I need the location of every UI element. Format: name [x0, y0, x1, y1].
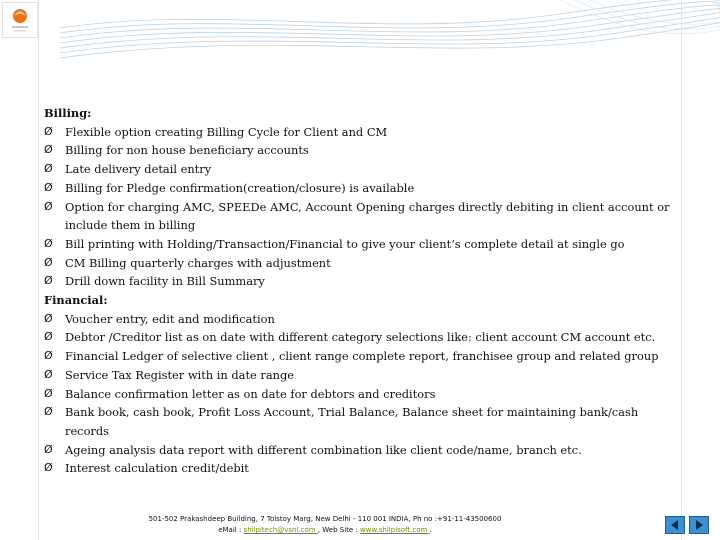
- list-item: [44, 366, 684, 385]
- bullet-icon: Ø: [44, 255, 53, 269]
- list-item: [44, 328, 684, 347]
- bullet-icon: Ø: [44, 461, 53, 475]
- bullet-icon: Ø: [44, 143, 53, 157]
- company-logo: [2, 2, 38, 38]
- financial-heading: Financial:: [44, 293, 108, 308]
- email-label: eMail :: [218, 526, 244, 534]
- footer-contact: [100, 525, 550, 536]
- bullet-icon: Ø: [44, 124, 53, 138]
- list-item-text: Voucher entry, edit and modification: [65, 311, 275, 326]
- next-slide-button[interactable]: [689, 516, 709, 534]
- bullet-icon: Ø: [44, 180, 53, 194]
- list-item: [44, 141, 684, 160]
- list-item-text: Interest calculation credit/debit: [65, 461, 249, 476]
- list-item-text: CM Billing quarterly charges with adjustment: [65, 255, 331, 270]
- list-item: [44, 123, 684, 142]
- bullet-icon: Ø: [44, 311, 53, 325]
- list-item: [44, 459, 684, 478]
- list-item-text: Billing for non house beneficiary accounts: [65, 143, 309, 158]
- bullet-icon: Ø: [44, 367, 53, 381]
- list-item: [44, 385, 684, 404]
- bullet-icon: Ø: [44, 199, 53, 213]
- list-item-text: Flexible option creating Billing Cycle for Client and CM: [65, 124, 388, 139]
- bullet-icon: Ø: [44, 349, 53, 363]
- list-item: [44, 254, 684, 273]
- list-item-text: Billing for Pledge confirmation(creation/closure) is available: [65, 180, 415, 195]
- list-item-text: Financial Ledger of selective client , client range complete report, franchisee group and related group: [65, 349, 659, 364]
- list-item: [44, 347, 684, 366]
- list-item-text: Bank book, cash book, Profit Loss Account, Trial Balance, Balance sheet for maintaining bank/cash records: [65, 405, 639, 438]
- bullet-icon: Ø: [44, 330, 53, 344]
- list-item: [44, 310, 684, 329]
- financial-list: [44, 310, 684, 478]
- footer-address: 501-502 Prakashdeep Building, 7 Tolstoy Marg, New Delhi - 110 001 INDIA, Ph no :+91-11-43500600: [148, 515, 502, 523]
- list-item: [44, 160, 684, 179]
- list-item: [44, 235, 684, 254]
- billing-heading: Billing:: [44, 106, 92, 120]
- decorative-waves: [0, 0, 720, 70]
- list-item-text: Late delivery detail entry: [65, 162, 212, 177]
- list-item: [44, 198, 684, 235]
- list-item-text: Service Tax Register with in date range: [65, 367, 294, 382]
- bullet-icon: Ø: [44, 442, 53, 456]
- list-item: [44, 403, 684, 440]
- prev-arrow-icon: [666, 517, 684, 533]
- list-item: [44, 179, 684, 198]
- logo-icon: [3, 3, 37, 37]
- bullet-icon: Ø: [44, 162, 53, 176]
- list-item-text: Balance confirmation letter as on date for debtors and creditors: [65, 386, 436, 401]
- website-link[interactable]: www.shilpisoft.com: [360, 526, 430, 534]
- bullet-icon: Ø: [44, 236, 53, 250]
- next-arrow-icon: [690, 517, 708, 533]
- bullet-icon: Ø: [44, 405, 53, 419]
- previous-slide-button[interactable]: [665, 516, 685, 534]
- list-item: [44, 441, 684, 460]
- billing-list: [44, 123, 684, 291]
- list-item-text: Option for charging AMC, SPEEDe AMC, Account Opening charges directly debiting in client account or include them in billing: [65, 199, 670, 233]
- list-item: [44, 272, 684, 291]
- bullet-icon: Ø: [44, 274, 53, 288]
- list-item-text: Bill printing with Holding/Transaction/Financial to give your client’s complete detail at single go: [65, 236, 625, 251]
- footer: [100, 514, 550, 536]
- email-link[interactable]: shilpitech@vsnl.com: [243, 526, 318, 534]
- list-item-text: Ageing analysis data report with different combination like client code/name, branch etc.: [65, 442, 582, 457]
- list-item-text: Debtor /Creditor list as on date with different category selections like: client account CM account etc.: [65, 330, 656, 345]
- footer-end: .: [429, 526, 432, 534]
- bullet-icon: Ø: [44, 386, 53, 400]
- website-label: , Web Site :: [317, 526, 361, 534]
- list-item-text: Drill down facility in Bill Summary: [65, 274, 265, 289]
- slide-content: [44, 104, 684, 478]
